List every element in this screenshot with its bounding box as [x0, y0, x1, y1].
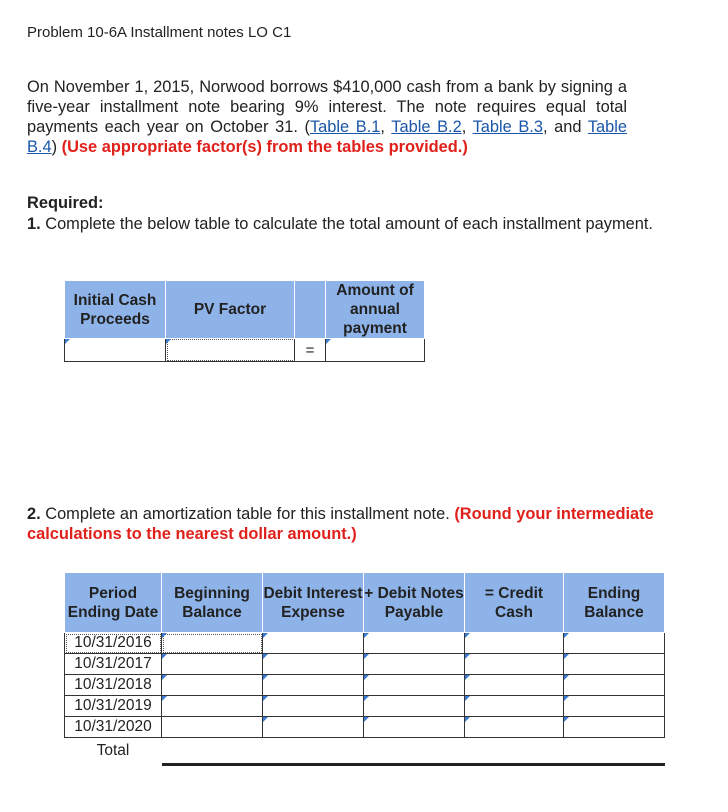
- table-row: [65, 654, 665, 675]
- question-text: Complete the below table to calculate the total amount of each installment payment.: [45, 215, 653, 233]
- beginning-balance-cell: [162, 717, 263, 738]
- credit-cash-input[interactable]: [465, 654, 564, 675]
- beginning-balance-input[interactable]: [162, 675, 263, 696]
- table-row: [65, 696, 665, 717]
- link-table-b2[interactable]: Table B.2: [391, 118, 462, 136]
- pv-factor-input[interactable]: [166, 338, 298, 362]
- header-debit-notes-payable: + Debit Notes Payable: [364, 573, 465, 633]
- question-2: [27, 504, 667, 544]
- installment-payment-table: [64, 280, 425, 362]
- total-interest-expense[interactable]: [263, 738, 364, 765]
- ending-balance-input[interactable]: [564, 696, 665, 717]
- initial-cash-input-cell[interactable]: [65, 339, 166, 362]
- header-pv-factor: PV Factor: [166, 281, 295, 339]
- total-credit-cash[interactable]: [465, 738, 564, 765]
- problem-description: [27, 77, 627, 157]
- factor-note: (Use appropriate factor(s) from the tables provided.): [61, 138, 468, 156]
- total-notes-payable[interactable]: [364, 738, 465, 765]
- period-date: 10/31/2019: [65, 696, 162, 717]
- header-operator: [295, 281, 326, 339]
- intro-text: On November 1, 2015, Norwood borrows $410,000 cash from a bank by signing a five-year installment note bearing 9% interest. The note requires equal total payments each year on October 31. (: [27, 78, 627, 136]
- header-annual-payment: Amount of annual payment: [326, 281, 425, 339]
- header-debit-interest-expense: Debit Interest Expense: [263, 573, 364, 633]
- period-date: 10/31/2018: [65, 675, 162, 696]
- header-credit-cash: = Credit Cash: [465, 573, 564, 633]
- total-ending-balance: [564, 738, 665, 765]
- amortization-table: [64, 572, 665, 766]
- notes-payable-input[interactable]: [364, 696, 465, 717]
- problem-title: Problem 10-6A Installment notes LO C1: [27, 24, 292, 41]
- header-beginning-balance: Beginning Balance: [162, 573, 263, 633]
- question-1: [27, 214, 667, 234]
- initial-cash-input[interactable]: [65, 338, 169, 362]
- period-date: 10/31/2017: [65, 654, 162, 675]
- total-row: [65, 738, 665, 765]
- intro-sep: ): [51, 138, 62, 156]
- annual-payment-input[interactable]: [326, 338, 428, 362]
- period-date: 10/31/2016: [65, 633, 162, 654]
- beginning-balance-input[interactable]: [162, 654, 263, 675]
- header-ending-balance: Ending Balance: [564, 573, 665, 633]
- link-table-b4[interactable]: Table B.4: [27, 118, 628, 156]
- notes-payable-input[interactable]: [364, 633, 465, 654]
- intro-sep: , and: [542, 118, 588, 136]
- equals-operator: =: [295, 339, 326, 362]
- table-row: [65, 717, 665, 738]
- annual-payment-input-cell[interactable]: [326, 339, 425, 362]
- link-table-b1[interactable]: Table B.1: [309, 118, 381, 136]
- required-heading: Required:: [27, 194, 104, 212]
- question-text: Complete an amortization table for this installment note.: [45, 505, 450, 523]
- pv-factor-input-cell[interactable]: [166, 339, 295, 362]
- notes-payable-input[interactable]: [364, 654, 465, 675]
- ending-balance-input[interactable]: [564, 717, 665, 738]
- interest-expense-input[interactable]: [263, 633, 364, 654]
- credit-cash-input[interactable]: [465, 633, 564, 654]
- interest-expense-input[interactable]: [263, 717, 364, 738]
- credit-cash-input[interactable]: [465, 696, 564, 717]
- link-table-b3[interactable]: Table B.3: [472, 118, 543, 136]
- question-number: 1.: [27, 215, 41, 233]
- notes-payable-input[interactable]: [364, 717, 465, 738]
- table-row: [65, 633, 665, 654]
- ending-balance-input[interactable]: [564, 654, 665, 675]
- period-date: 10/31/2020: [65, 717, 162, 738]
- total-beginning-balance: [162, 738, 263, 765]
- question-number: 2.: [27, 505, 41, 523]
- notes-payable-input[interactable]: [364, 675, 465, 696]
- ending-balance-input[interactable]: [564, 633, 665, 654]
- beginning-balance-input[interactable]: [162, 696, 263, 717]
- interest-expense-input[interactable]: [263, 696, 364, 717]
- credit-cash-input[interactable]: [465, 675, 564, 696]
- ending-balance-input[interactable]: [564, 675, 665, 696]
- credit-cash-input[interactable]: [465, 717, 564, 738]
- total-label: Total: [96, 742, 130, 759]
- interest-expense-input[interactable]: [263, 675, 364, 696]
- intro-sep: ,: [461, 118, 473, 136]
- beginning-balance-input[interactable]: [162, 633, 263, 654]
- rounding-note: (Round your intermediate calculations to the nearest dollar amount.): [27, 505, 654, 543]
- interest-expense-input[interactable]: [263, 654, 364, 675]
- header-initial-cash-proceeds: Initial Cash Proceeds: [65, 281, 166, 339]
- header-period-ending-date: Period Ending Date: [65, 573, 162, 633]
- intro-sep: ,: [380, 118, 392, 136]
- table-row: [65, 675, 665, 696]
